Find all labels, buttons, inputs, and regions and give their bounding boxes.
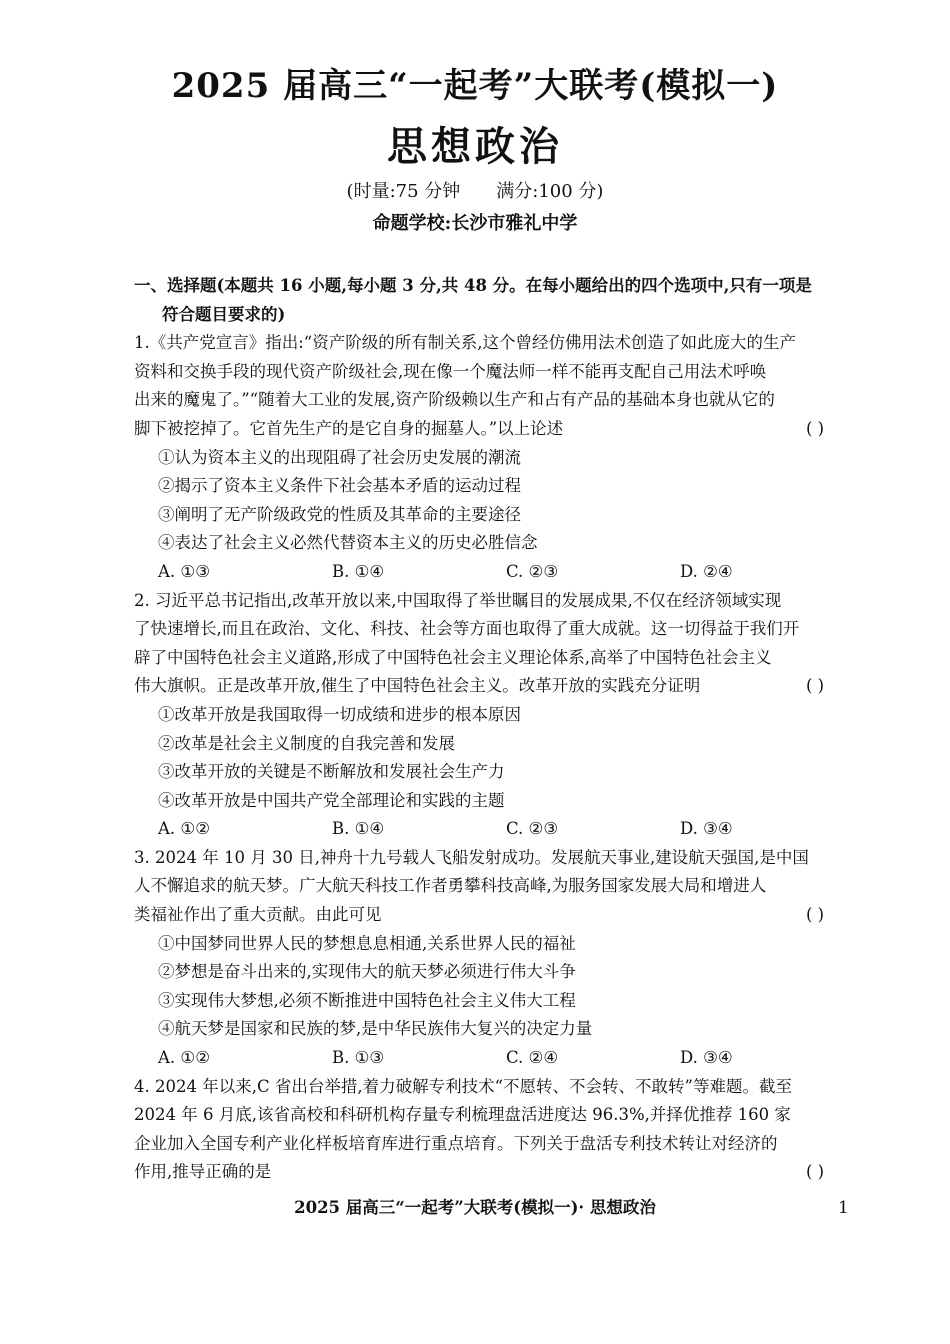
question-3	[134, 844, 854, 1073]
answer-bracket: ( )	[806, 418, 825, 438]
option-b: B. ①④	[332, 819, 385, 839]
answer-options	[134, 1044, 854, 1073]
question-stem-text: 脚下被挖掉了。它首先生产的是它自身的掘墓人。”以上论述	[134, 418, 564, 438]
statement: ②揭示了资本主义条件下社会基本矛盾的运动过程	[158, 476, 521, 496]
option-b: B. ①③	[332, 1048, 385, 1068]
answer-options	[134, 815, 854, 844]
question-stem-text: 伟大旗帜。正是改革开放,催生了中国特色社会主义。改革开放的实践充分证明	[134, 676, 701, 696]
setter-school: 命题学校:长沙市雅礼中学	[372, 213, 578, 234]
page-number: 1	[838, 1198, 849, 1218]
statement: ④表达了社会主义必然代替资本主义的历史必胜信念	[158, 533, 538, 553]
subject-title: 思想政治	[387, 123, 563, 170]
statement: ①改革开放是我国取得一切成绩和进步的根本原因	[158, 704, 521, 724]
exam-title: 2025 届高三“一起考”大联考(模拟一)	[171, 66, 779, 106]
option-a: A. ①②	[158, 1048, 210, 1068]
answer-bracket: ( )	[806, 905, 825, 925]
question-stem-line: 4. 2024 年以来,C 省出台举措,着力破解专利技术“不愿转、不会转、不敢转”等难题。截至	[134, 1076, 792, 1096]
statement: ③改革开放的关键是不断解放和发展社会生产力	[158, 762, 505, 782]
question-stem-line: 了快速增长,而且在政治、文化、科技、社会等方面也取得了重大成就。这一切得益于我们开	[134, 619, 800, 639]
section-heading-line: 符合题目要求的)	[162, 304, 286, 324]
question-stem-line: 企业加入全国专利产业化样板培育库进行重点培育。下列关于盘活专利技术转让对经济的	[134, 1133, 778, 1153]
section-heading-line: 一、选择题(本题共 16 小题,每小题 3 分,共 48 分。在每小题给出的四个选项中,只有一项是	[134, 276, 812, 295]
answer-bracket: ( )	[806, 676, 825, 696]
question-2	[134, 587, 854, 844]
option-c: C. ②③	[506, 561, 559, 581]
option-d: D. ③④	[680, 1048, 733, 1068]
exam-time: (时量:75 分钟	[346, 181, 461, 202]
statement: ④航天梦是国家和民族的梦,是中华民族伟大复兴的决定力量	[158, 1019, 593, 1039]
answer-options	[134, 558, 854, 587]
option-b: B. ①④	[332, 561, 385, 581]
question-stem-line: 2024 年 6 月底,该省高校和科研机构存量专利梳理盘活进度达 96.3%,并择优推荐 160 家	[134, 1105, 791, 1125]
question-stem-line	[134, 901, 854, 930]
question-stem-text: 类福祉作出了重大贡献。由此可见	[134, 905, 382, 925]
question-stem-line: 辟了中国特色社会主义道路,形成了中国特色社会主义理论体系,高举了中国特色社会主义	[134, 647, 772, 667]
statement: ②改革是社会主义制度的自我完善和发展	[158, 733, 455, 753]
statement: ④改革开放是中国共产党全部理论和实践的主题	[158, 790, 505, 810]
statement: ①中国梦同世界人民的梦想息息相通,关系世界人民的福祉	[158, 933, 576, 953]
statement: ③阐明了无产阶级政党的性质及其革命的主要途径	[158, 504, 521, 524]
question-stem-line: 人不懈追求的航天梦。广大航天科技工作者勇攀科技高峰,为服务国家发展大局和增进人	[134, 876, 767, 896]
time-and-score	[0, 180, 950, 204]
question-stem-line: 3. 2024 年 10 月 30 日,神舟十九号载人飞船发射成功。发展航天事业,建设航天强国,是中国	[134, 847, 809, 867]
statement: ③实现伟大梦想,必须不断推进中国特色社会主义伟大工程	[158, 990, 576, 1010]
option-d: D. ③④	[680, 819, 733, 839]
question-stem-line: 资料和交换手段的现代资产阶级社会,现在像一个魔法师一样不能再支配自己用法术呼唤	[134, 361, 767, 381]
option-a: A. ①③	[158, 561, 210, 581]
option-c: C. ②③	[506, 819, 559, 839]
option-a: A. ①②	[158, 819, 210, 839]
question-stem-line: 出来的魔鬼了。”“随着大工业的发展,资产阶级赖以生产和占有产品的基础本身也就从它的	[134, 390, 775, 410]
section-heading	[134, 272, 854, 329]
question-stem-line	[134, 1158, 854, 1187]
question-area	[134, 272, 854, 1187]
option-c: C. ②④	[506, 1048, 559, 1068]
question-stem-line	[134, 672, 854, 701]
statement: ①认为资本主义的出现阻碍了社会历史发展的潮流	[158, 447, 521, 467]
page-footer: 2025 届高三“一起考”大联考(模拟一)· 思想政治	[294, 1198, 656, 1217]
statement: ②梦想是奋斗出来的,实现伟大的航天梦必须进行伟大斗争	[158, 962, 576, 982]
question-4	[134, 1073, 854, 1187]
question-stem-line: 1.《共产党宣言》指出:“资产阶级的所有制关系,这个曾经仿佛用法术创造了如此庞大的生产	[134, 333, 796, 353]
question-stem-text: 作用,推导正确的是	[134, 1162, 272, 1182]
question-1	[134, 329, 854, 586]
question-stem-line: 2. 习近平总书记指出,改革开放以来,中国取得了举世瞩目的发展成果,不仅在经济领域实现	[134, 590, 782, 610]
question-stem-line	[134, 415, 854, 444]
full-score: 满分:100 分)	[496, 181, 604, 202]
option-d: D. ②④	[680, 561, 733, 581]
answer-bracket: ( )	[806, 1162, 825, 1182]
